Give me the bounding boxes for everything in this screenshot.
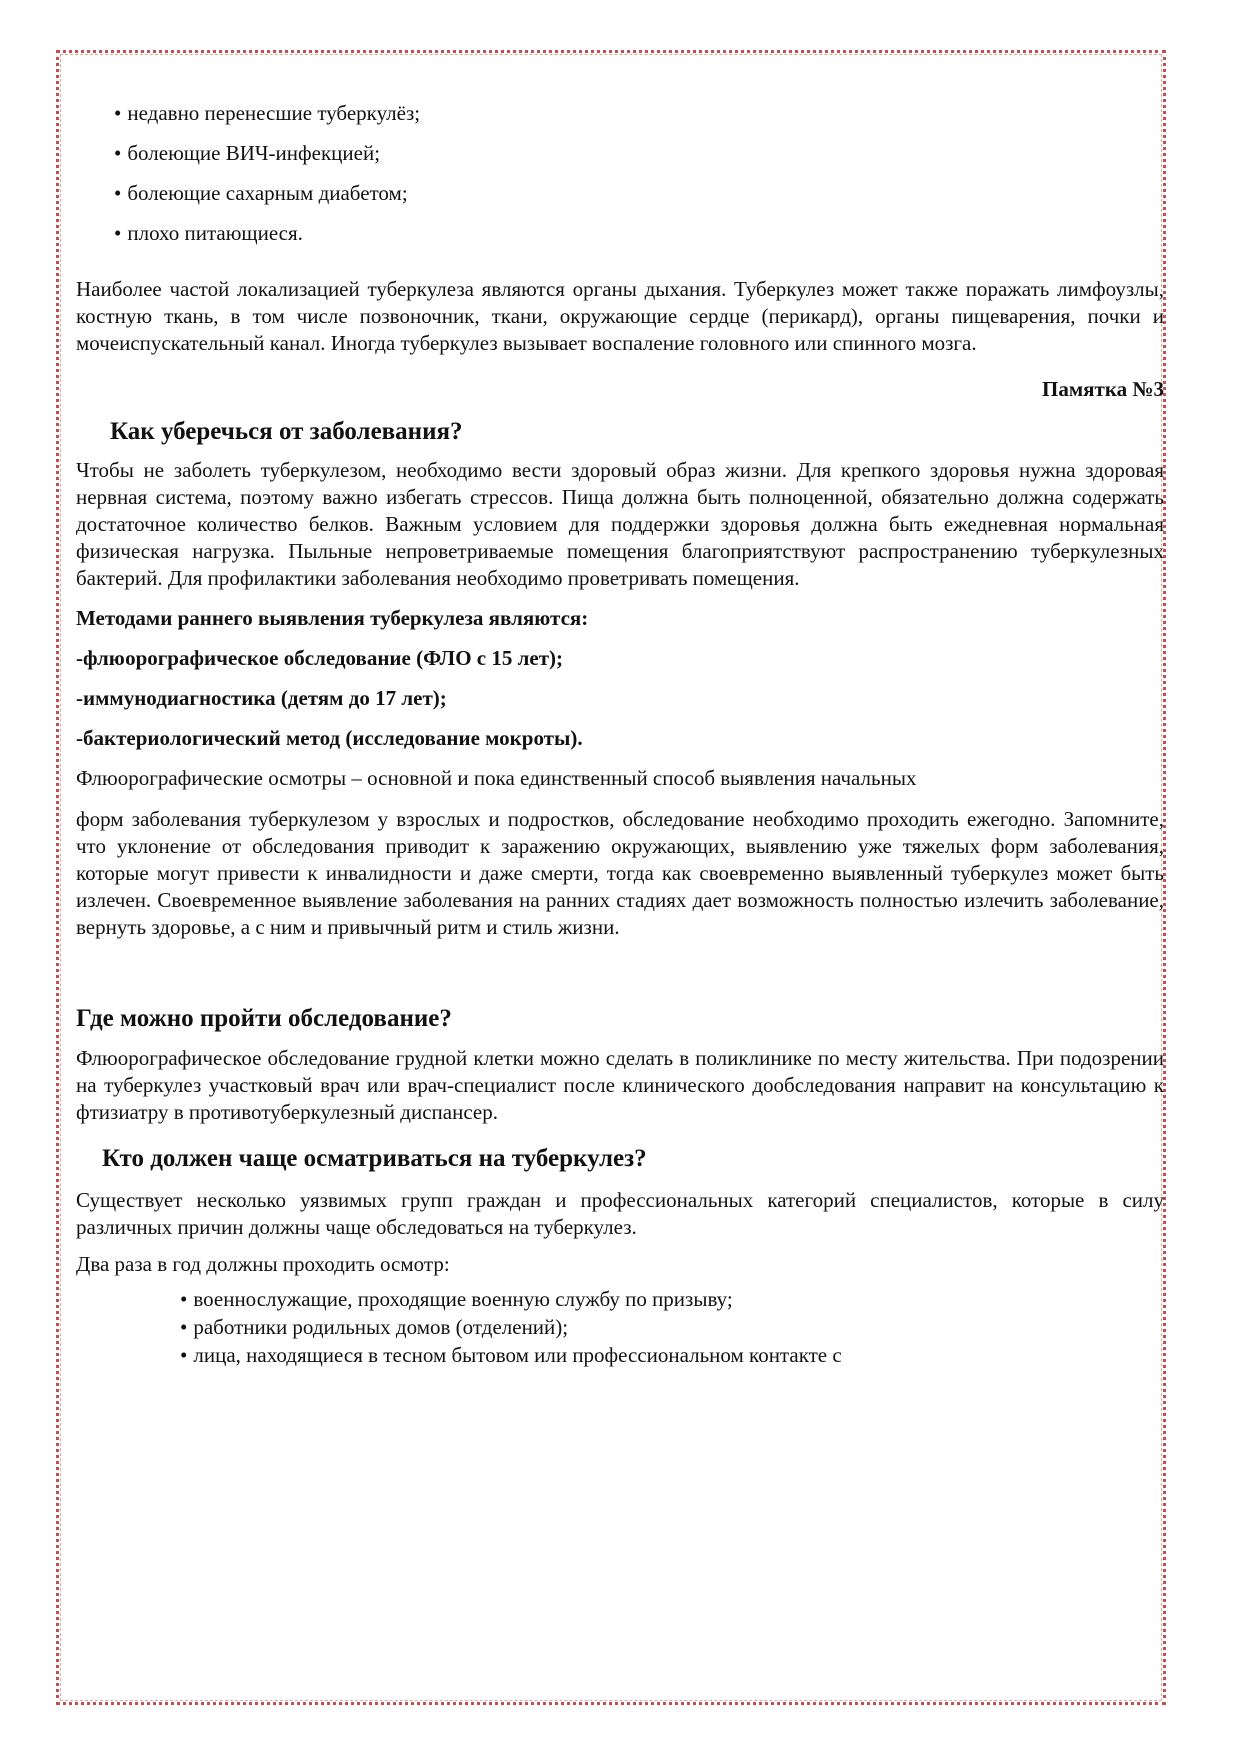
paragraph-fluoro: форм заболевания туберкулезом у взрослых и подростков, обследование необходимо проходить ежегодно. Запомните, что уклонение от обследования приводит к заражению окружающих, выявлению уже тяжелых форм заболевания, которые могут привести к инвалидности и даже смерти, тогда как своевременно выявленный туберкулез может быть излечен. Своевременное выявление заболевания на ранних стадиях дает возможность полностью излечить заболевание, вернуть здоровье, а с ним и привычный ритм и стиль жизни.: [76, 807, 1164, 939]
list-item: • плохо питающиеся.: [114, 221, 303, 245]
methods-title: Методами раннего выявления туберкулеза являются:: [76, 606, 589, 630]
risk-group-list: [114, 100, 1164, 247]
list-item: • военнослужащие, проходящие военную службу по призыву;: [180, 1287, 733, 1311]
memo-label: Памятка №3: [1042, 377, 1164, 401]
bullet-icon: •: [180, 1287, 188, 1311]
bullet-icon: •: [114, 141, 122, 165]
list-item: • недавно перенесшие туберкулёз;: [114, 101, 421, 125]
method-item: -бактериологический метод (исследование мокроты).: [76, 726, 583, 750]
bullet-icon: •: [114, 101, 122, 125]
heading-where: Где можно пройти обследование?: [76, 1005, 452, 1032]
bullet-icon: •: [180, 1343, 188, 1367]
heading-prevention: Как уберечься от заболевания?: [110, 418, 463, 445]
paragraph-where: Флюорографическое обследование грудной клетки можно сделать в поликлинике по месту жительства. При подозрении на туберкулез участковый врач или врач-специалист после клинического дообследования направит на консультацию к фтизиатру в противотуберкулезный диспансер.: [76, 1046, 1164, 1124]
method-item: -иммунодиагностика (детям до 17 лет);: [76, 686, 447, 710]
paragraph-localization: Наиболее частой локализацией туберкулеза являются органы дыхания. Туберкулез может также поражать лимфоузлы, костную ткань, в том числе позвоночник, ткани, окружающие сердце (перикард), органы пищеварения, почки и мочеиспускательный канал. Иногда туберкулез вызывает воспаление головного или спинного мозга.: [76, 277, 1164, 355]
bullet-icon: •: [180, 1315, 188, 1339]
document-body: [76, 100, 1164, 1370]
paragraph-fluoro-first-line: Флюорографические осмотры – основной и пока единственный способ выявления начальных: [76, 766, 917, 790]
paragraph-prevention: Чтобы не заболеть туберкулезом, необходимо вести здоровый образ жизни. Для крепкого здоровья нужна здоровая нервная система, поэтому важно избегать стрессов. Пища должна быть полноценной, обязательно должна содержать достаточное количество белков. Важным условием для поддержки здоровья должна быть ежедневная нормальная физическая нагрузка. Пыльные непроветриваемые помещения благоприятствуют распространению туберкулезных бактерий. Для профилактики заболевания необходимо проветривать помещения.: [76, 458, 1164, 590]
paragraph-twice: Два раза в год должны проходить осмотр:: [76, 1252, 450, 1276]
list-item: • лица, находящиеся в тесном бытовом или профессиональном контакте с: [180, 1343, 842, 1367]
list-item: • работники родильных домов (отделений);: [180, 1315, 569, 1339]
list-item: • болеющие сахарным диабетом;: [114, 181, 408, 205]
list-item: • болеющие ВИЧ-инфекцией;: [114, 141, 381, 165]
bullet-icon: •: [114, 181, 122, 205]
frequent-check-list: [180, 1286, 1164, 1369]
bullet-icon: •: [114, 221, 122, 245]
paragraph-who: Существует несколько уязвимых групп граждан и профессиональных категорий специалистов, которые в силу различных причин должны чаще обследоваться на туберкулез.: [76, 1188, 1164, 1239]
method-item: -флюорографическое обследование (ФЛО с 15 лет);: [76, 646, 564, 670]
heading-who: Кто должен чаще осматриваться на туберкулез?: [102, 1145, 647, 1172]
